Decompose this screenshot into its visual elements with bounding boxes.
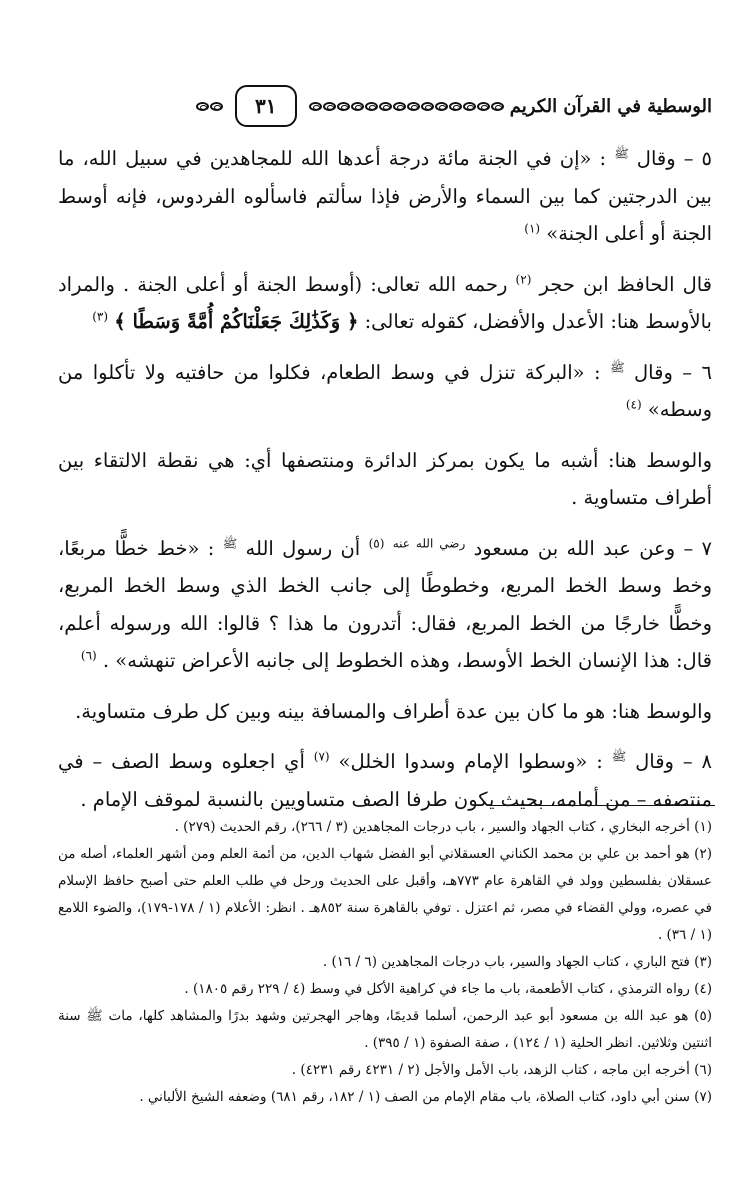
footnote-5: (٥) هو عبد الله بن مسعود أبو عبد الرحمن، أسلما قديمًا، وهاجر الهجرتين وشهد بدرًا والمشاهد كلها، مات ﷺ سنة اثنتين وثلاثين. انظر الحلية (١ / ١٢٤) ، صفة الصفوة (١ / ٣٩٥) .	[58, 1008, 712, 1051]
ornament-oval	[210, 102, 223, 111]
ornament-oval	[323, 102, 336, 111]
paragraph-wasat-2: والوسط هنا: هو ما كان بين عدة أطراف والمسافة بينه وبين كل طرف متساوية.	[75, 699, 712, 723]
paragraph-hadith-7: ٧ – وعن عبد الله بن مسعود $^{رضي الله عنه}$ $^{(٥)}$ أن رسول الله $^ﷺ$ : «خط خطًّا مربعًا، وخط وسط الخط المربع، وخطوطًا إلى جانب الخط الذي وسط الخط المربع، وخطًّا خارجًا من الخط المربع، فقال: أتدرون ما هذا ؟ قالوا: الله ورسوله أعلم، قال: هذا الإنسان الخط الأوسط، وهذه الخطوط إلى جانبه الأعراض تنهشه» . $^{(٦)}$	[58, 536, 713, 672]
paragraph-hadith-8: ٨ – وقال $^ﷺ$ : «وسطوا الإمام وسدوا الخلل» $^{(٧)}$ أي اجعلوه وسط الصف – في منتصفه – من أمامه، بحيث يكون طرفا الصف متساويين بالنسبة لموقف الإمام .	[58, 749, 712, 811]
ornament-oval	[365, 102, 378, 111]
ornament-oval	[337, 102, 350, 111]
ornament-oval	[421, 102, 434, 111]
running-title: الوسطية في القرآن الكريم	[509, 95, 712, 117]
footnote-7: (٧) سنن أبي داود، كتاب الصلاة، باب مقام الإمام من الصف (١ / ١٨٢، رقم ٦٨١) وضعفه الشيخ الألباني .	[139, 1089, 712, 1105]
ornament-oval	[435, 102, 448, 111]
ornament-oval	[196, 102, 209, 111]
ornament-oval	[463, 102, 476, 111]
footnote-6: (٦) أخرجه ابن ماجه ، كتاب الزهد، باب الأمل والأجل (٢ / ٤٢٣١ رقم ٤٢٣١) .	[291, 1062, 712, 1078]
ornament-oval	[407, 102, 420, 111]
footnote-ref: (٥)	[368, 536, 385, 550]
ornament-oval	[351, 102, 364, 111]
pbuh-glyph: ﷺ	[614, 146, 629, 161]
footnote-2: (٢) هو أحمد بن علي بن محمد الكناني العسقلاني أبو الفضل شهاب الدين، من أئمة العلم ومن أشهر العلماء، أصله من عسقلان بفلسطين وولد في القاهرة عام ٧٧٣هـ، وأقبل على الحديث ورحل في طلب العلم حتى أصبح حافظ الإسلام في عصره، وولي القضاء في مصر، ثم اعتزل . توفي بالقاهرة سنة ٨٥٢هـ . انظر: الأعلام (١ / ١٧٨-١٧٩)، والضوء اللامع (١ / ٣٦) .	[58, 846, 712, 943]
paragraph-wasat-1: والوسط هنا: أشبه ما يكون بمركز الدائرة ومنتصفها أي: هي نقطة الالتقاء بين أطراف متساوية .	[58, 448, 712, 509]
paragraph-hadith-5: ٥ – وقال $^ﷺ$ : «إن في الجنة مائة درجة أعدها الله للمجاهدين في سبيل الله، ما بين الدرجتين كما بين السماء والأرض فإذا سألتم فاسألوه الفردوس، فإنه أوسط الجنة أو أعلى الجنة» $^{(١)}$	[58, 146, 713, 245]
pbuh-glyph: ﷺ	[222, 536, 238, 550]
footnote-3: (٣) فتح الباري ، كتاب الجهاد والسير، باب درجات المجاهدين (٦ / ١٦) .	[322, 954, 712, 970]
paragraph-hafiz: قال الحافظ ابن حجر $^{(٢)}$ رحمه الله تعالى: (أوسط الجنة أو أعلى الجنة . والمراد بالأوسط هنا: الأعدل والأفضل، كقوله تعالى: ﴿ وَكَذَٰلِكَ جَعَلْنَاكُمْ أُمَّةً وَسَطًا ﴾ $^{(٣)}$	[58, 272, 713, 333]
ornament-oval	[309, 102, 322, 111]
footnote-1: (١) أخرجه البخاري ، كتاب الجهاد والسير ، باب درجات المجاهدين (٣ / ٢٦٦)، رقم الحديث (٢٧٩) .	[174, 819, 712, 835]
page-header	[40, 84, 712, 128]
footnote-4: (٤) رواه الترمذي ، كتاب الأطعمة، باب ما جاء في كراهية الأكل في وسط (٤ / ٢٢٩ رقم ١٨٠٥) .	[184, 981, 712, 997]
ornament-left	[196, 102, 223, 111]
footnote-ref: (٤)	[625, 397, 642, 412]
radiallahu-glyph: رضي الله عنه	[392, 536, 466, 550]
ornament-oval	[379, 102, 392, 111]
page-number: ٣١	[255, 94, 277, 118]
footnote-ref: (٣)	[92, 309, 109, 324]
footnote-ref: (١)	[524, 221, 541, 236]
main-text	[58, 140, 712, 831]
footnote-ref: (٢)	[515, 272, 532, 286]
page-number-box	[235, 85, 297, 127]
footnote-separator	[487, 805, 715, 806]
ornament-oval	[491, 102, 504, 111]
ornament-oval	[393, 102, 406, 111]
ornament-right	[309, 102, 504, 111]
footnote-ref: (٦)	[80, 648, 97, 663]
ornament-oval	[477, 102, 490, 111]
quran-verse: ﴿ وَكَذَٰلِكَ جَعَلْنَاكُمْ أُمَّةً وَسَطًا ﴾	[114, 310, 359, 333]
footnote-ref: (٧)	[313, 749, 330, 764]
pbuh-glyph: ﷺ	[610, 360, 625, 374]
footnotes	[58, 814, 712, 1111]
pbuh-glyph: ﷺ	[611, 749, 627, 764]
ornament-oval	[449, 102, 462, 111]
paragraph-hadith-6: ٦ – وقال $^ﷺ$ : «البركة تنزل في وسط الطعام، فكلوا من حافتيه ولا تأكلوا من وسطه» $^{(٤)}$	[58, 360, 712, 421]
